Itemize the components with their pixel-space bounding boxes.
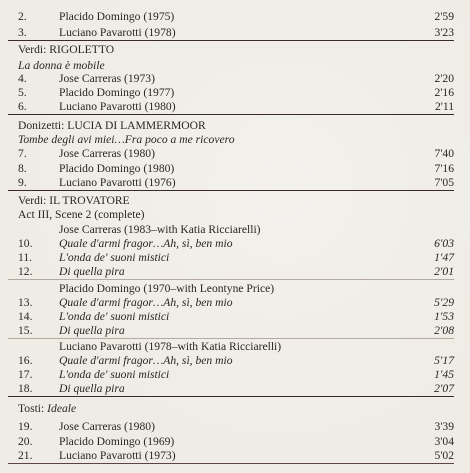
track-performer: Luciano Pavarotti (1978) <box>59 26 176 39</box>
track-row <box>0 9 470 25</box>
track-number: 21. <box>18 449 33 462</box>
track-number: 5. <box>18 86 27 99</box>
track-row <box>0 25 470 41</box>
track-duration: 2'20 <box>434 72 454 85</box>
track-duration: 6'03 <box>434 237 454 250</box>
track-duration: 2'08 <box>434 324 454 337</box>
track-number: 12. <box>18 265 33 278</box>
track-row <box>0 381 470 397</box>
track-performer: Jose Carreras (1980) <box>59 147 155 160</box>
track-duration: 2'07 <box>434 382 454 395</box>
track-performer: Placido Domingo (1975) <box>59 10 175 23</box>
pavarotti-heading: Luciano Pavarotti (1978–with Katia Ricciarelli) <box>59 340 282 353</box>
track-performer: Placido Domingo (1980) <box>59 162 175 175</box>
track-title: Quale d'armi fragor…Ah, sì, ben mio <box>59 237 233 250</box>
track-performer: Placido Domingo (1969) <box>59 435 175 448</box>
track-number: 3. <box>18 26 27 39</box>
track-underline <box>8 190 454 191</box>
trovatore-scene: Act III, Scene 2 (complete) <box>18 208 145 221</box>
carreras-heading: Jose Carreras (1983–with Katia Ricciarelli) <box>59 223 261 236</box>
track-duration: 2'59 <box>434 10 454 23</box>
track-performer: Jose Carreras (1973) <box>59 72 155 85</box>
track-row <box>0 323 470 339</box>
track-duration: 1'45 <box>434 368 454 381</box>
track-duration: 2'11 <box>434 100 454 113</box>
track-number: 10. <box>18 237 33 250</box>
track-title: Di quella pira <box>59 382 125 395</box>
track-number: 8. <box>18 162 27 175</box>
track-underline <box>8 114 454 115</box>
track-title: L'onda de' suoni mistici <box>59 368 170 381</box>
track-performer: Luciano Pavarotti (1976) <box>59 176 176 189</box>
track-duration: 3'04 <box>434 435 454 448</box>
track-row <box>0 448 470 464</box>
track-row <box>0 264 470 280</box>
track-row <box>0 146 470 162</box>
track-underline <box>8 463 454 464</box>
track-number: 16. <box>18 354 33 367</box>
track-number: 19. <box>18 420 33 433</box>
track-duration: 2'16 <box>434 86 454 99</box>
track-duration: 7'16 <box>434 162 454 175</box>
track-performer: Luciano Pavarotti (1980) <box>59 100 176 113</box>
track-number: 15. <box>18 324 33 337</box>
track-performer: Placido Domingo (1977) <box>59 86 175 99</box>
track-title: L'onda de' suoni mistici <box>59 251 170 264</box>
track-duration: 7'40 <box>434 147 454 160</box>
track-number: 20. <box>18 435 33 448</box>
lucia-aria: Tombe degli avi miei…Fra poco a me ricovero <box>18 133 235 146</box>
track-title: Di quella pira <box>59 324 125 337</box>
domingo-heading: Placido Domingo (1970–with Leontyne Price) <box>59 282 275 295</box>
track-row <box>0 99 470 115</box>
rigoletto-title: Verdi: RIGOLETTO <box>18 43 115 56</box>
track-number: 2. <box>18 10 27 23</box>
trovatore-title: Verdi: IL TROVATORE <box>18 194 130 207</box>
track-row <box>0 419 470 435</box>
track-underline <box>8 40 454 41</box>
track-title: Di quella pira <box>59 265 125 278</box>
track-performer: Luciano Pavarotti (1973) <box>59 449 176 462</box>
track-number: 14. <box>18 310 33 323</box>
track-row <box>0 175 470 191</box>
track-number: 7. <box>18 147 27 160</box>
track-duration: 1'47 <box>434 251 454 264</box>
track-number: 9. <box>18 176 27 189</box>
track-title: Quale d'armi fragor…Ah, sì, ben mio <box>59 354 233 367</box>
track-title: Quale d'armi fragor…Ah, sì, ben mio <box>59 296 233 309</box>
track-title: L'onda de' suoni mistici <box>59 310 170 323</box>
section-title <box>0 42 470 58</box>
section-title <box>0 401 470 417</box>
tosti-composer: Tosti: <box>18 402 48 415</box>
lucia-title: Donizetti: LUCIA DI LAMMERMOOR <box>18 119 206 132</box>
track-number: 17. <box>18 368 33 381</box>
track-duration: 2'01 <box>434 265 454 278</box>
track-duration: 3'39 <box>434 420 454 433</box>
tosti-aria: Ideale <box>47 402 77 415</box>
track-duration: 5'02 <box>434 449 454 462</box>
track-number: 4. <box>18 72 27 85</box>
scene-title <box>0 207 470 223</box>
track-number: 6. <box>18 100 27 113</box>
track-duration: 7'05 <box>434 176 454 189</box>
track-duration: 5'17 <box>434 354 454 367</box>
track-number: 18. <box>18 382 33 395</box>
track-duration: 1'53 <box>434 310 454 323</box>
track-duration: 3'23 <box>434 26 454 39</box>
track-underline <box>8 396 454 397</box>
track-performer: Jose Carreras (1980) <box>59 420 155 433</box>
tosti-title <box>18 401 76 417</box>
divider <box>8 279 454 280</box>
rigoletto-aria: La donna è mobile <box>18 59 105 72</box>
track-number: 11. <box>18 251 33 264</box>
track-duration: 5'29 <box>434 296 454 309</box>
track-number: 13. <box>18 296 33 309</box>
